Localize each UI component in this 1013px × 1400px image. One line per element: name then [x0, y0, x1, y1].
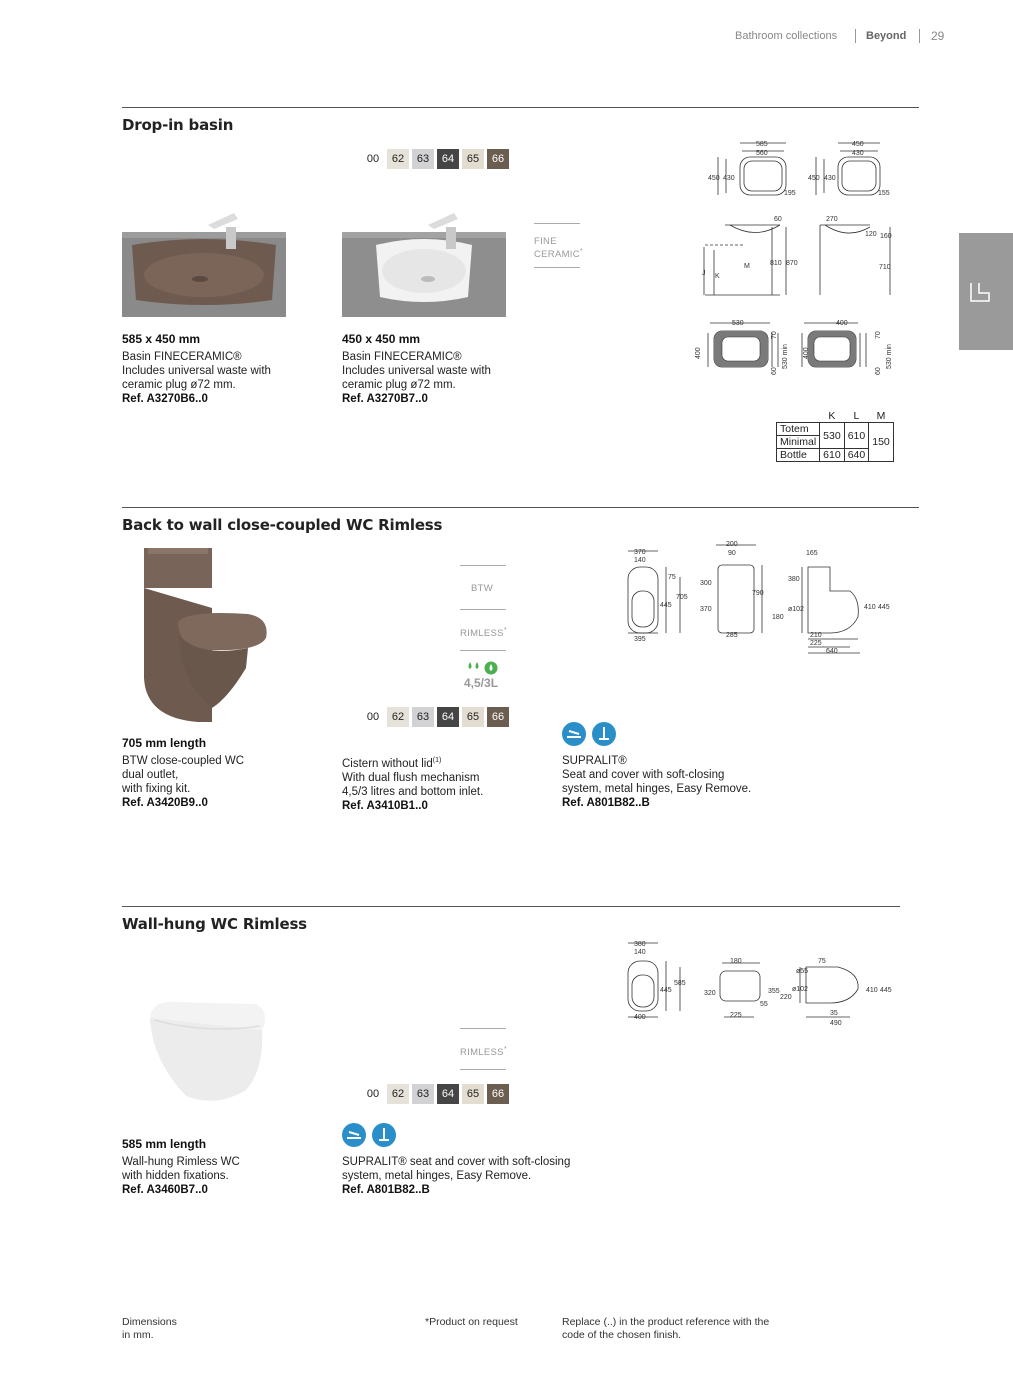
badge-rule: [460, 650, 506, 651]
swatch-64[interactable]: 64: [437, 1084, 459, 1104]
product-description: BTW close-coupled WC dual outlet, with fixing kit. Ref. A3420B9..0: [122, 755, 245, 809]
finish-swatches: [362, 149, 509, 169]
product-ref: Ref. A3410B1..0: [342, 799, 428, 812]
soft-close-icon: [342, 1123, 366, 1147]
svg-text:70: 70: [875, 331, 882, 339]
product-description: Cistern without lid$^{(1)}$ With dual flush mechanism 4,5/3 litres and bottom inlet. Ref. A3410B1..0: [342, 757, 484, 812]
product-image-basin-brown: [122, 205, 286, 317]
svg-text:530: 530: [732, 320, 744, 327]
header-section: Bathroom collections: [735, 30, 838, 42]
svg-text:560: 560: [756, 150, 768, 157]
finish-swatches: [362, 707, 509, 727]
svg-text:450: 450: [708, 175, 720, 182]
svg-text:430: 430: [852, 150, 864, 157]
finish-swatches: [362, 1084, 509, 1104]
svg-text:60: 60: [774, 216, 782, 223]
basin-icon: [959, 233, 1013, 350]
svg-text:380: 380: [788, 576, 800, 583]
section-rule: [122, 107, 919, 108]
badge-rule: [534, 267, 580, 268]
svg-text:225: 225: [730, 1012, 742, 1019]
product-description: Wall-hung Rimless WC with hidden fixations. Ref. A3460B7..0: [122, 1156, 240, 1196]
chapter-tab[interactable]: [959, 233, 1013, 350]
svg-text:445: 445: [880, 987, 892, 994]
svg-text:ø102: ø102: [792, 986, 808, 993]
soft-close-icon: [562, 722, 586, 746]
svg-text:75: 75: [668, 574, 676, 581]
footer-replace-note: Replace (..) in the product reference with the code of the chosen finish.: [562, 1316, 770, 1341]
product-ref: Ref. A3270B7..0: [342, 393, 428, 405]
section-rule: [122, 906, 900, 907]
svg-text:400: 400: [803, 347, 810, 359]
swatch-65[interactable]: 65: [462, 707, 484, 727]
swatch-63[interactable]: 63: [412, 1084, 434, 1104]
footer-dimensions: Dimensions in mm.: [122, 1316, 177, 1341]
svg-text:55: 55: [760, 1001, 768, 1008]
svg-text:450: 450: [808, 175, 820, 182]
product-title: 585 mm length: [122, 1137, 207, 1151]
svg-text:200: 200: [726, 541, 738, 548]
svg-text:400: 400: [695, 347, 702, 359]
svg-text:430: 430: [723, 175, 735, 182]
water-drop-icon: [466, 660, 500, 676]
svg-text:180: 180: [772, 614, 784, 621]
swatch-64[interactable]: 64: [437, 149, 459, 169]
svg-text:155: 155: [878, 190, 890, 197]
product-ref: Ref. A3460B7..0: [122, 1184, 208, 1196]
svg-text:355: 355: [768, 988, 780, 995]
svg-text:90: 90: [728, 550, 736, 557]
svg-text:810: 810: [770, 260, 782, 267]
product-image-basin-white: [342, 205, 506, 317]
product-ref: Ref. A3420B9..0: [122, 797, 208, 809]
svg-text:870: 870: [786, 260, 798, 267]
svg-text:285: 285: [726, 632, 738, 639]
badge-rule: [460, 565, 506, 566]
svg-text:585: 585: [756, 141, 768, 148]
svg-text:K: K: [715, 273, 720, 280]
svg-text:210: 210: [810, 632, 822, 639]
product-description: SUPRALIT® seat and cover with soft-closing system, metal hinges, Easy Remove. Ref. A801B82..B: [342, 1156, 571, 1196]
svg-text:640: 640: [826, 648, 838, 655]
swatch-63[interactable]: 63: [412, 707, 434, 727]
swatch-00[interactable]: 00: [362, 149, 384, 169]
technical-drawing-btw-wc: [620, 537, 900, 657]
svg-text:165: 165: [806, 550, 818, 557]
rimless-badge: RIMLESS*: [460, 1046, 507, 1059]
product-image-btw-wc: [138, 548, 270, 728]
svg-text:450: 450: [852, 141, 864, 148]
section-title-dropin: Drop-in basin: [122, 116, 234, 134]
badge-rule: [460, 1069, 506, 1070]
svg-text:160: 160: [880, 233, 892, 240]
svg-text:225: 225: [810, 640, 822, 647]
svg-text:195: 195: [784, 190, 796, 197]
svg-text:445: 445: [660, 987, 672, 994]
svg-text:ø102: ø102: [788, 606, 804, 613]
fineceramic-badge: FINE CERAMIC*: [534, 236, 583, 261]
header-divider: [919, 29, 920, 43]
svg-text:410: 410: [866, 987, 878, 994]
svg-text:710: 710: [879, 264, 891, 271]
product-ref: Ref. A3270B6..0: [122, 393, 208, 405]
svg-text:400: 400: [634, 1014, 646, 1021]
swatch-64[interactable]: 64: [437, 707, 459, 727]
product-title: 585 x 450 mm: [122, 332, 201, 346]
technical-drawing-basin: [690, 135, 910, 385]
svg-text:220: 220: [780, 994, 792, 1001]
section-rule: [122, 507, 919, 508]
swatch-00[interactable]: 00: [362, 707, 384, 727]
svg-text:140: 140: [634, 557, 646, 564]
svg-text:M: M: [744, 263, 750, 270]
svg-text:ø55: ø55: [796, 968, 809, 975]
rimless-badge: RIMLESS*: [460, 627, 507, 640]
product-image-wallhung-wc: [146, 1000, 268, 1110]
svg-text:790: 790: [752, 590, 764, 597]
section-title-btw-wc: Back to wall close-coupled WC Rimless: [122, 516, 443, 534]
swatch-66[interactable]: 66: [487, 149, 509, 169]
svg-text:70: 70: [771, 331, 778, 339]
product-description: Basin FINECERAMIC® Includes universal waste with ceramic plug ø72 mm. Ref. A3270B6..0: [122, 351, 271, 405]
svg-text:445: 445: [878, 604, 890, 611]
svg-text:400: 400: [836, 320, 848, 327]
swatch-62[interactable]: 62: [387, 707, 409, 727]
svg-text:140: 140: [634, 949, 646, 956]
svg-text:35: 35: [830, 1010, 838, 1017]
svg-text:530 min: 530 min: [782, 344, 789, 369]
header-collection: Beyond: [866, 30, 907, 42]
svg-text:585: 585: [674, 980, 686, 987]
product-ref: Ref. A801B82..B: [342, 1184, 430, 1196]
swatch-65[interactable]: 65: [462, 1084, 484, 1104]
svg-text:120: 120: [865, 231, 877, 238]
svg-text:395: 395: [634, 636, 646, 643]
svg-text:60: 60: [771, 367, 778, 375]
product-title: 705 mm length: [122, 736, 207, 750]
header-divider: [855, 29, 856, 43]
svg-text:370: 370: [634, 549, 646, 556]
svg-text:380: 380: [634, 941, 646, 948]
btw-badge: BTW: [471, 583, 494, 594]
technical-drawing-wallhung-wc: [620, 937, 900, 1037]
page-number: 29: [931, 29, 945, 43]
svg-text:370: 370: [700, 606, 712, 613]
swatch-65[interactable]: 65: [462, 149, 484, 169]
swatch-66[interactable]: 66: [487, 1084, 509, 1104]
footer-on-request: *Product on request: [425, 1316, 518, 1328]
svg-text:180: 180: [730, 958, 742, 965]
swatch-00[interactable]: 00: [362, 1084, 384, 1104]
swatch-63[interactable]: 63: [412, 149, 434, 169]
product-ref: Ref. A801B82..B: [562, 797, 650, 809]
supralit-icons: [342, 1122, 400, 1148]
svg-text:445: 445: [660, 602, 672, 609]
product-description: SUPRALIT® Seat and cover with soft-closing system, metal hinges, Easy Remove. Ref. A801B82..B: [562, 755, 752, 809]
svg-text:705: 705: [676, 594, 688, 601]
svg-text:320: 320: [704, 990, 716, 997]
svg-text:300: 300: [700, 580, 712, 587]
badge-rule: [460, 609, 506, 610]
section-title-wallhung-wc: Wall-hung WC Rimless: [122, 915, 307, 933]
svg-text:490: 490: [830, 1020, 842, 1027]
svg-text:75: 75: [818, 958, 826, 965]
klm-table: K L M Totem 530 610 150 Minimal Bottle 610 640: [776, 410, 894, 462]
flush-volume: 4,5/3L: [464, 676, 499, 690]
svg-text:430: 430: [824, 175, 836, 182]
badge-rule: [460, 1028, 506, 1029]
product-title: 450 x 450 mm: [342, 332, 421, 346]
product-description: Basin FINECERAMIC® Includes universal waste with ceramic plug ø72 mm. Ref. A3270B7..0: [342, 351, 491, 405]
swatch-62[interactable]: 62: [387, 1084, 409, 1104]
svg-text:60: 60: [875, 367, 882, 375]
swatch-62[interactable]: 62: [387, 149, 409, 169]
svg-text:270: 270: [826, 216, 838, 223]
svg-text:J: J: [702, 270, 706, 277]
swatch-66[interactable]: 66: [487, 707, 509, 727]
svg-text:530 min: 530 min: [886, 344, 893, 369]
svg-text:410: 410: [864, 604, 876, 611]
supralit-icons: [562, 721, 620, 747]
badge-rule: [534, 223, 580, 224]
